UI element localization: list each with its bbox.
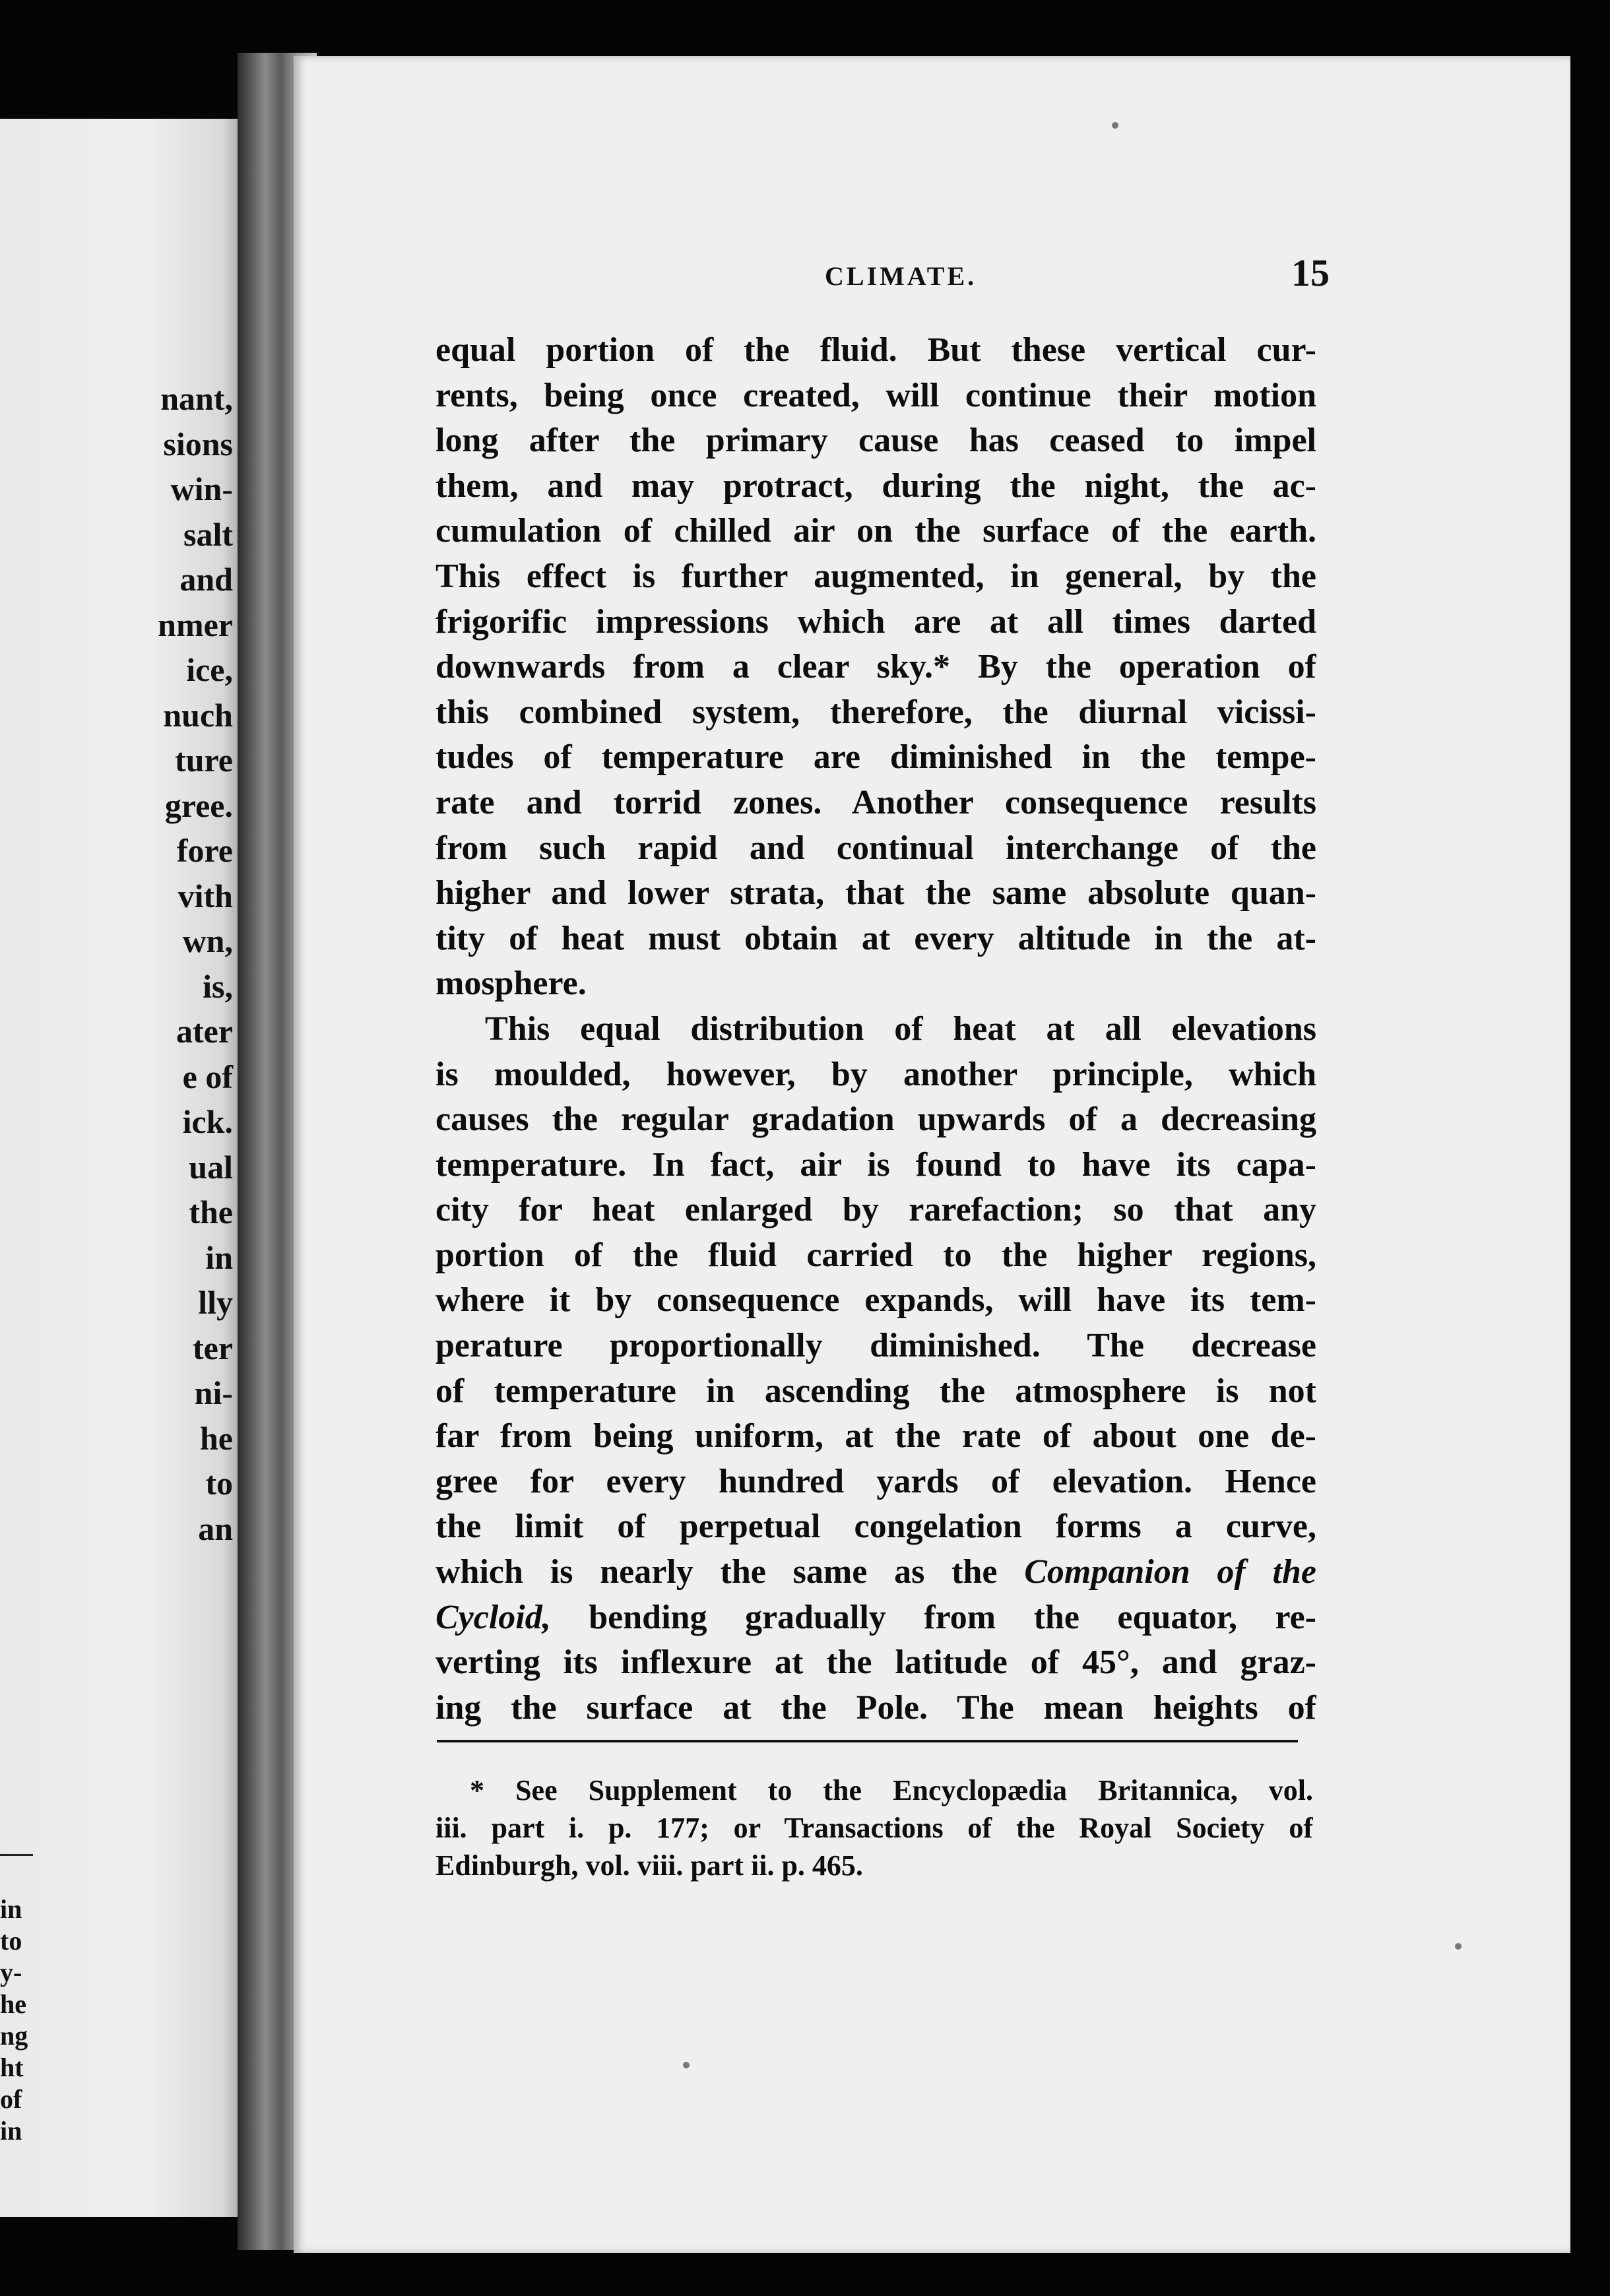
italic-title: Cycloid, <box>435 1598 551 1636</box>
left-page-line-fragment: is, <box>203 967 233 1005</box>
text-line: temperature. In fact, air is found to have its capa- <box>435 1145 1316 1184</box>
footnote <box>435 1771 1313 1884</box>
text-line: frigorific impressions which are at all times darted <box>435 602 1316 641</box>
text-line: This equal distribution of heat at all elevations <box>485 1009 1316 1048</box>
footnote-rule <box>437 1740 1298 1742</box>
left-page-footnote-rule <box>0 1854 33 1856</box>
text-line: verting its inflexure at the latitude of 45°, and graz- <box>435 1643 1316 1682</box>
left-page-footnote-fragment: of <box>0 2084 22 2114</box>
text-line-plain-part: which is nearly the same as the <box>435 1553 1025 1591</box>
text-line: tudes of temperature are diminished in the tempe- <box>435 738 1316 777</box>
left-page-footnote-fragment: ht <box>0 2053 24 2082</box>
left-page-line-fragment: wn, <box>182 922 233 959</box>
footnote-line: Edinburgh, vol. viii. part ii. p. 465. <box>435 1849 863 1882</box>
text-line: portion of the fluid carried to the higher regions, <box>435 1236 1316 1274</box>
left-page-line-fragment: to <box>205 1465 233 1502</box>
running-head: CLIMATE. <box>825 261 977 291</box>
left-page-line-fragment: nant, <box>160 380 233 417</box>
left-page-line-fragment: e of <box>182 1058 233 1095</box>
left-page-line-fragment: nuch <box>163 696 233 734</box>
footnote-line: * See Supplement to the Encyclopædia Britannica, vol. <box>470 1774 1313 1806</box>
left-page-line-fragment: ick. <box>182 1103 233 1140</box>
text-line: rents, being once created, will continue their motion <box>435 376 1316 414</box>
left-page-line-fragment: lly <box>198 1284 233 1321</box>
text-line: tity of heat must obtain at every altitude in the at- <box>435 919 1316 957</box>
text-line: rate and torrid zones. Another consequence results <box>435 783 1316 821</box>
text-line: causes the regular gradation upwards of a decreasing <box>435 1100 1316 1139</box>
text-line: far from being uniform, at the rate of about one de- <box>435 1417 1316 1455</box>
text-line: this combined system, therefore, the diurnal vicissi- <box>435 693 1316 731</box>
left-page-line-fragment: in <box>205 1238 233 1276</box>
left-page-line-fragment: win- <box>170 470 233 507</box>
text-line: long after the primary cause has ceased to impel <box>435 422 1316 460</box>
paper-speck <box>1112 122 1118 129</box>
text-line: city for heat enlarged by rarefaction; so that any <box>435 1191 1316 1229</box>
left-page-footnote-text <box>0 1894 247 2147</box>
text-line: higher and lower strata, that the same absolute quan- <box>435 874 1316 912</box>
paper-speck <box>1455 1943 1462 1950</box>
text-line: them, and may protract, during the night, the ac- <box>435 466 1316 505</box>
left-page-footnote-fragment: ng <box>0 2021 28 2051</box>
text-line: This effect is further augmented, in general, by the <box>435 557 1316 595</box>
left-page-footnote-fragment: he <box>0 1989 26 2019</box>
text-line: where it by consequence expands, will have its tem- <box>435 1281 1316 1320</box>
left-page-line-fragment: sions <box>163 425 233 462</box>
text-line-with-italic <box>435 1550 1316 1595</box>
left-page-line-fragment: and <box>179 561 233 598</box>
text-line: perature proportionally diminished. The decrease <box>435 1327 1316 1365</box>
footnote-line: iii. part i. p. 177; or Transactions of the Royal Society of <box>435 1812 1313 1844</box>
left-page-line-fragment: salt <box>183 515 233 553</box>
left-page-footnote-fragment: in <box>0 2116 22 2146</box>
left-page-line-fragment: ter <box>192 1329 233 1366</box>
text-line: downwards from a clear sky.* By the operation of <box>435 648 1316 686</box>
left-page-line-fragment: ater <box>176 1013 233 1050</box>
left-page-line-fragment: ni- <box>194 1374 233 1411</box>
left-page-line-fragment: ual <box>189 1148 233 1186</box>
left-page-footnote-fragment: y- <box>0 1958 22 1987</box>
text-line-plain-part: bending gradually from the equator, re- <box>550 1598 1316 1636</box>
text-line: is moulded, however, by another principle, which <box>435 1055 1316 1093</box>
left-page-text <box>0 376 247 1551</box>
text-line: gree for every hundred yards of elevation. Hence <box>435 1462 1316 1500</box>
text-line: the limit of perpetual congelation forms a curve, <box>435 1508 1316 1546</box>
text-line: of temperature in ascending the atmosphere is not <box>435 1372 1316 1410</box>
left-page-footnote-fragment: in <box>0 1894 22 1924</box>
italic-title: Companion of the <box>1024 1553 1316 1591</box>
text-line: equal portion of the fluid. But these vertical cur- <box>435 331 1316 369</box>
left-page-line-fragment: fore <box>176 832 233 869</box>
text-line: cumulation of chilled air on the surface of the earth. <box>435 512 1316 550</box>
paper-speck <box>683 2062 690 2068</box>
body-text <box>435 328 1316 1731</box>
left-page-line-fragment: ture <box>175 742 233 779</box>
text-line: from such rapid and continual interchange of the <box>435 829 1316 867</box>
left-facing-page <box>0 119 247 2217</box>
left-page-line-fragment: nmer <box>158 606 233 643</box>
left-page-line-fragment: gree. <box>164 786 233 824</box>
text-line: mosphere. <box>435 965 587 1003</box>
left-page-line-fragment: ice, <box>186 651 233 688</box>
left-page-line-fragment: vith <box>177 877 233 914</box>
text-line-with-italic <box>435 1595 1316 1641</box>
text-line: ing the surface at the Pole. The mean heights of <box>435 1688 1316 1727</box>
left-page-line-fragment: the <box>189 1194 233 1230</box>
left-page-line-fragment: an <box>198 1510 233 1547</box>
left-page-footnote-fragment: to <box>0 1926 22 1956</box>
left-page-line-fragment: he <box>200 1419 233 1457</box>
page-number: 15 <box>1291 251 1330 294</box>
